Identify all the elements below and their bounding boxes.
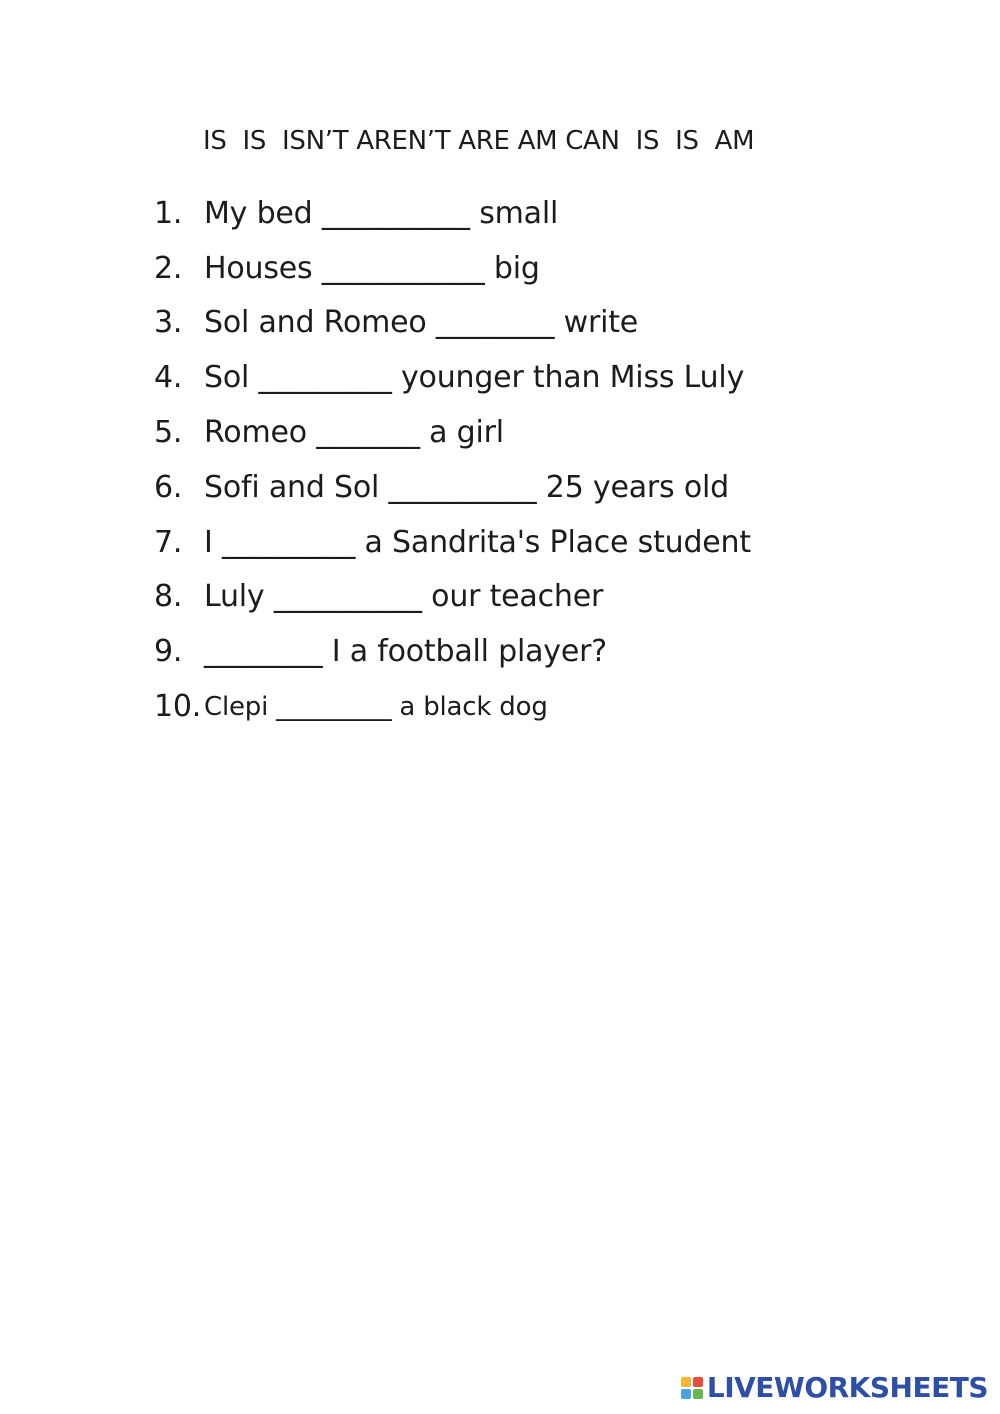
brand-name: LIVEWORKSHEETS xyxy=(706,1371,988,1404)
exercise-number: 8. xyxy=(154,579,183,615)
exercise-item-7 xyxy=(154,515,751,570)
exercise-item-1 xyxy=(154,186,751,241)
logo-square xyxy=(681,1377,691,1387)
exercise-sentence: Luly __________ our teacher xyxy=(204,579,604,615)
exercise-sentence: Clepi _________ a black dog xyxy=(204,691,548,722)
exercise-number: 10. xyxy=(154,689,202,725)
liveworksheets-logo-icon xyxy=(681,1377,703,1399)
exercise-item-2 xyxy=(154,241,751,296)
exercise-item-3 xyxy=(154,296,751,351)
exercise-number: 4. xyxy=(154,360,183,396)
exercise-number: 3. xyxy=(154,305,183,341)
exercise-item-8 xyxy=(154,570,751,625)
exercise-item-10 xyxy=(154,679,751,734)
exercise-item-5 xyxy=(154,405,751,460)
exercise-item-4 xyxy=(154,350,751,405)
exercise-item-9 xyxy=(154,624,751,679)
liveworksheets-brand xyxy=(681,1371,988,1404)
exercise-item-6 xyxy=(154,460,751,515)
exercise-sentence: Romeo _______ a girl xyxy=(204,415,504,451)
exercise-sentence: ________ I a football player? xyxy=(204,634,607,670)
exercise-number: 5. xyxy=(154,415,183,451)
exercise-number: 9. xyxy=(154,634,183,670)
logo-square xyxy=(693,1389,703,1399)
word-bank: IS IS ISN’T AREN’T ARE AM CAN IS IS AM xyxy=(203,126,755,156)
exercise-sentence: Sol and Romeo ________ write xyxy=(204,305,639,341)
exercise-number: 6. xyxy=(154,469,183,505)
exercise-number: 7. xyxy=(154,524,183,560)
exercise-sentence: Sofi and Sol __________ 25 years old xyxy=(204,469,729,505)
logo-square xyxy=(681,1389,691,1399)
exercise-list xyxy=(154,186,751,734)
exercise-sentence: I _________ a Sandrita's Place student xyxy=(204,524,751,560)
exercise-number: 1. xyxy=(154,195,183,231)
exercise-sentence: Sol _________ younger than Miss Luly xyxy=(204,360,745,396)
exercise-sentence: My bed __________ small xyxy=(204,195,559,231)
exercise-sentence: Houses ___________ big xyxy=(204,250,540,286)
exercise-number: 2. xyxy=(154,250,183,286)
logo-square xyxy=(693,1377,703,1387)
